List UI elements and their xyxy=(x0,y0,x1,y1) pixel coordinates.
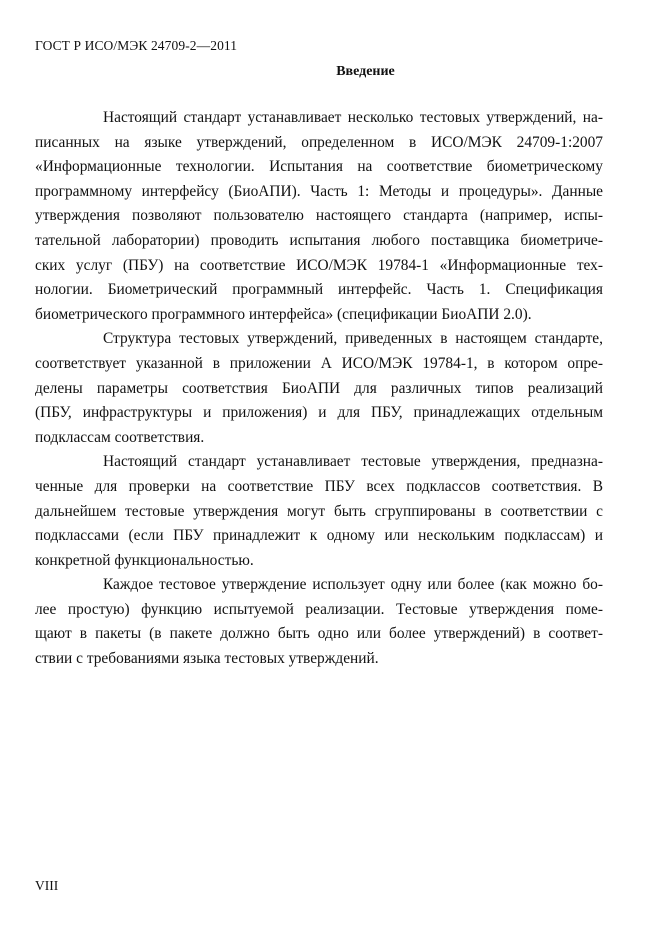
page-number: VIII xyxy=(35,878,59,893)
paragraph-line: нологии. Биометрический программный интерфейс. Часть 1. Спецификация xyxy=(35,281,603,299)
paragraph-line: писанных на языке утверждений, определенном в ИСО/МЭК 24709-1:2007 xyxy=(35,133,603,151)
paragraph xyxy=(35,106,603,327)
paragraph-line: щают в пакеты (в пакете должно быть одно или более утверждений) в соответ- xyxy=(35,625,603,643)
paragraph-line: подклассами (если ПБУ принадлежит к одному или нескольким подклассам) и xyxy=(35,527,603,545)
paragraph-line: подклассам соответствия. xyxy=(35,428,205,446)
paragraph-line: ских услуг (ПБУ) на соответствие ИСО/МЭК 19784-1 «Информационные тех- xyxy=(35,256,603,274)
paragraph xyxy=(35,573,603,671)
paragraph-line: Каждое тестовое утверждение использует одну или более (как можно бо- xyxy=(103,576,603,594)
paragraph-line: программному интерфейсу (БиоАПИ). Часть 1: Методы и процедуры». Данные xyxy=(35,182,603,200)
paragraph-line: лее простую) функцию испытуемой реализации. Тестовые утверждения поме- xyxy=(35,600,603,618)
document-header: ГОСТ Р ИСО/МЭК 24709-2—2011 xyxy=(35,38,238,53)
paragraph-line: соответствует указанной в приложении А ИСО/МЭК 19784-1, в котором опре- xyxy=(35,354,603,372)
paragraph-line: делены параметры соответствия БиоАПИ для различных типов реализаций xyxy=(35,379,603,397)
paragraph-line: дальнейшем тестовые утверждения могут быть сгруппированы в соответствии с xyxy=(35,502,603,520)
document-body xyxy=(35,106,603,672)
paragraph-line: ченные для проверки на соответствие ПБУ всех подклассов соответствия. В xyxy=(35,477,603,495)
paragraph-line: Настоящий стандарт устанавливает несколько тестовых утверждений, на- xyxy=(103,109,603,126)
section-title xyxy=(0,64,661,80)
paragraph-line: конкретной функциональностью. xyxy=(35,551,254,569)
paragraph-line: ствии с требованиями языка тестовых утверждений. xyxy=(35,650,379,668)
paragraph-line: (ПБУ, инфраструктуры и приложения) и для ПБУ, принадлежащих отдельным xyxy=(35,404,603,422)
paragraph-line: утверждения позволяют пользователю настоящего стандарта (например, испы- xyxy=(35,207,603,225)
paragraph xyxy=(35,327,603,450)
paragraph xyxy=(35,450,603,573)
paragraph-line: Настоящий стандарт устанавливает тестовые утверждения, предназна- xyxy=(103,453,603,471)
paragraph-line: «Информационные технологии. Испытания на соответствие биометрическому xyxy=(35,158,603,176)
paragraph-line: Структура тестовых утверждений, приведенных в настоящем стандарте, xyxy=(103,330,603,348)
paragraph-line: тательной лаборатории) проводить испытания любого поставщика биометриче- xyxy=(35,231,603,249)
paragraph-line: биометрического программного интерфейса» (спецификации БиоАПИ 2.0). xyxy=(35,305,532,323)
section-title-text: Введение xyxy=(336,64,395,79)
